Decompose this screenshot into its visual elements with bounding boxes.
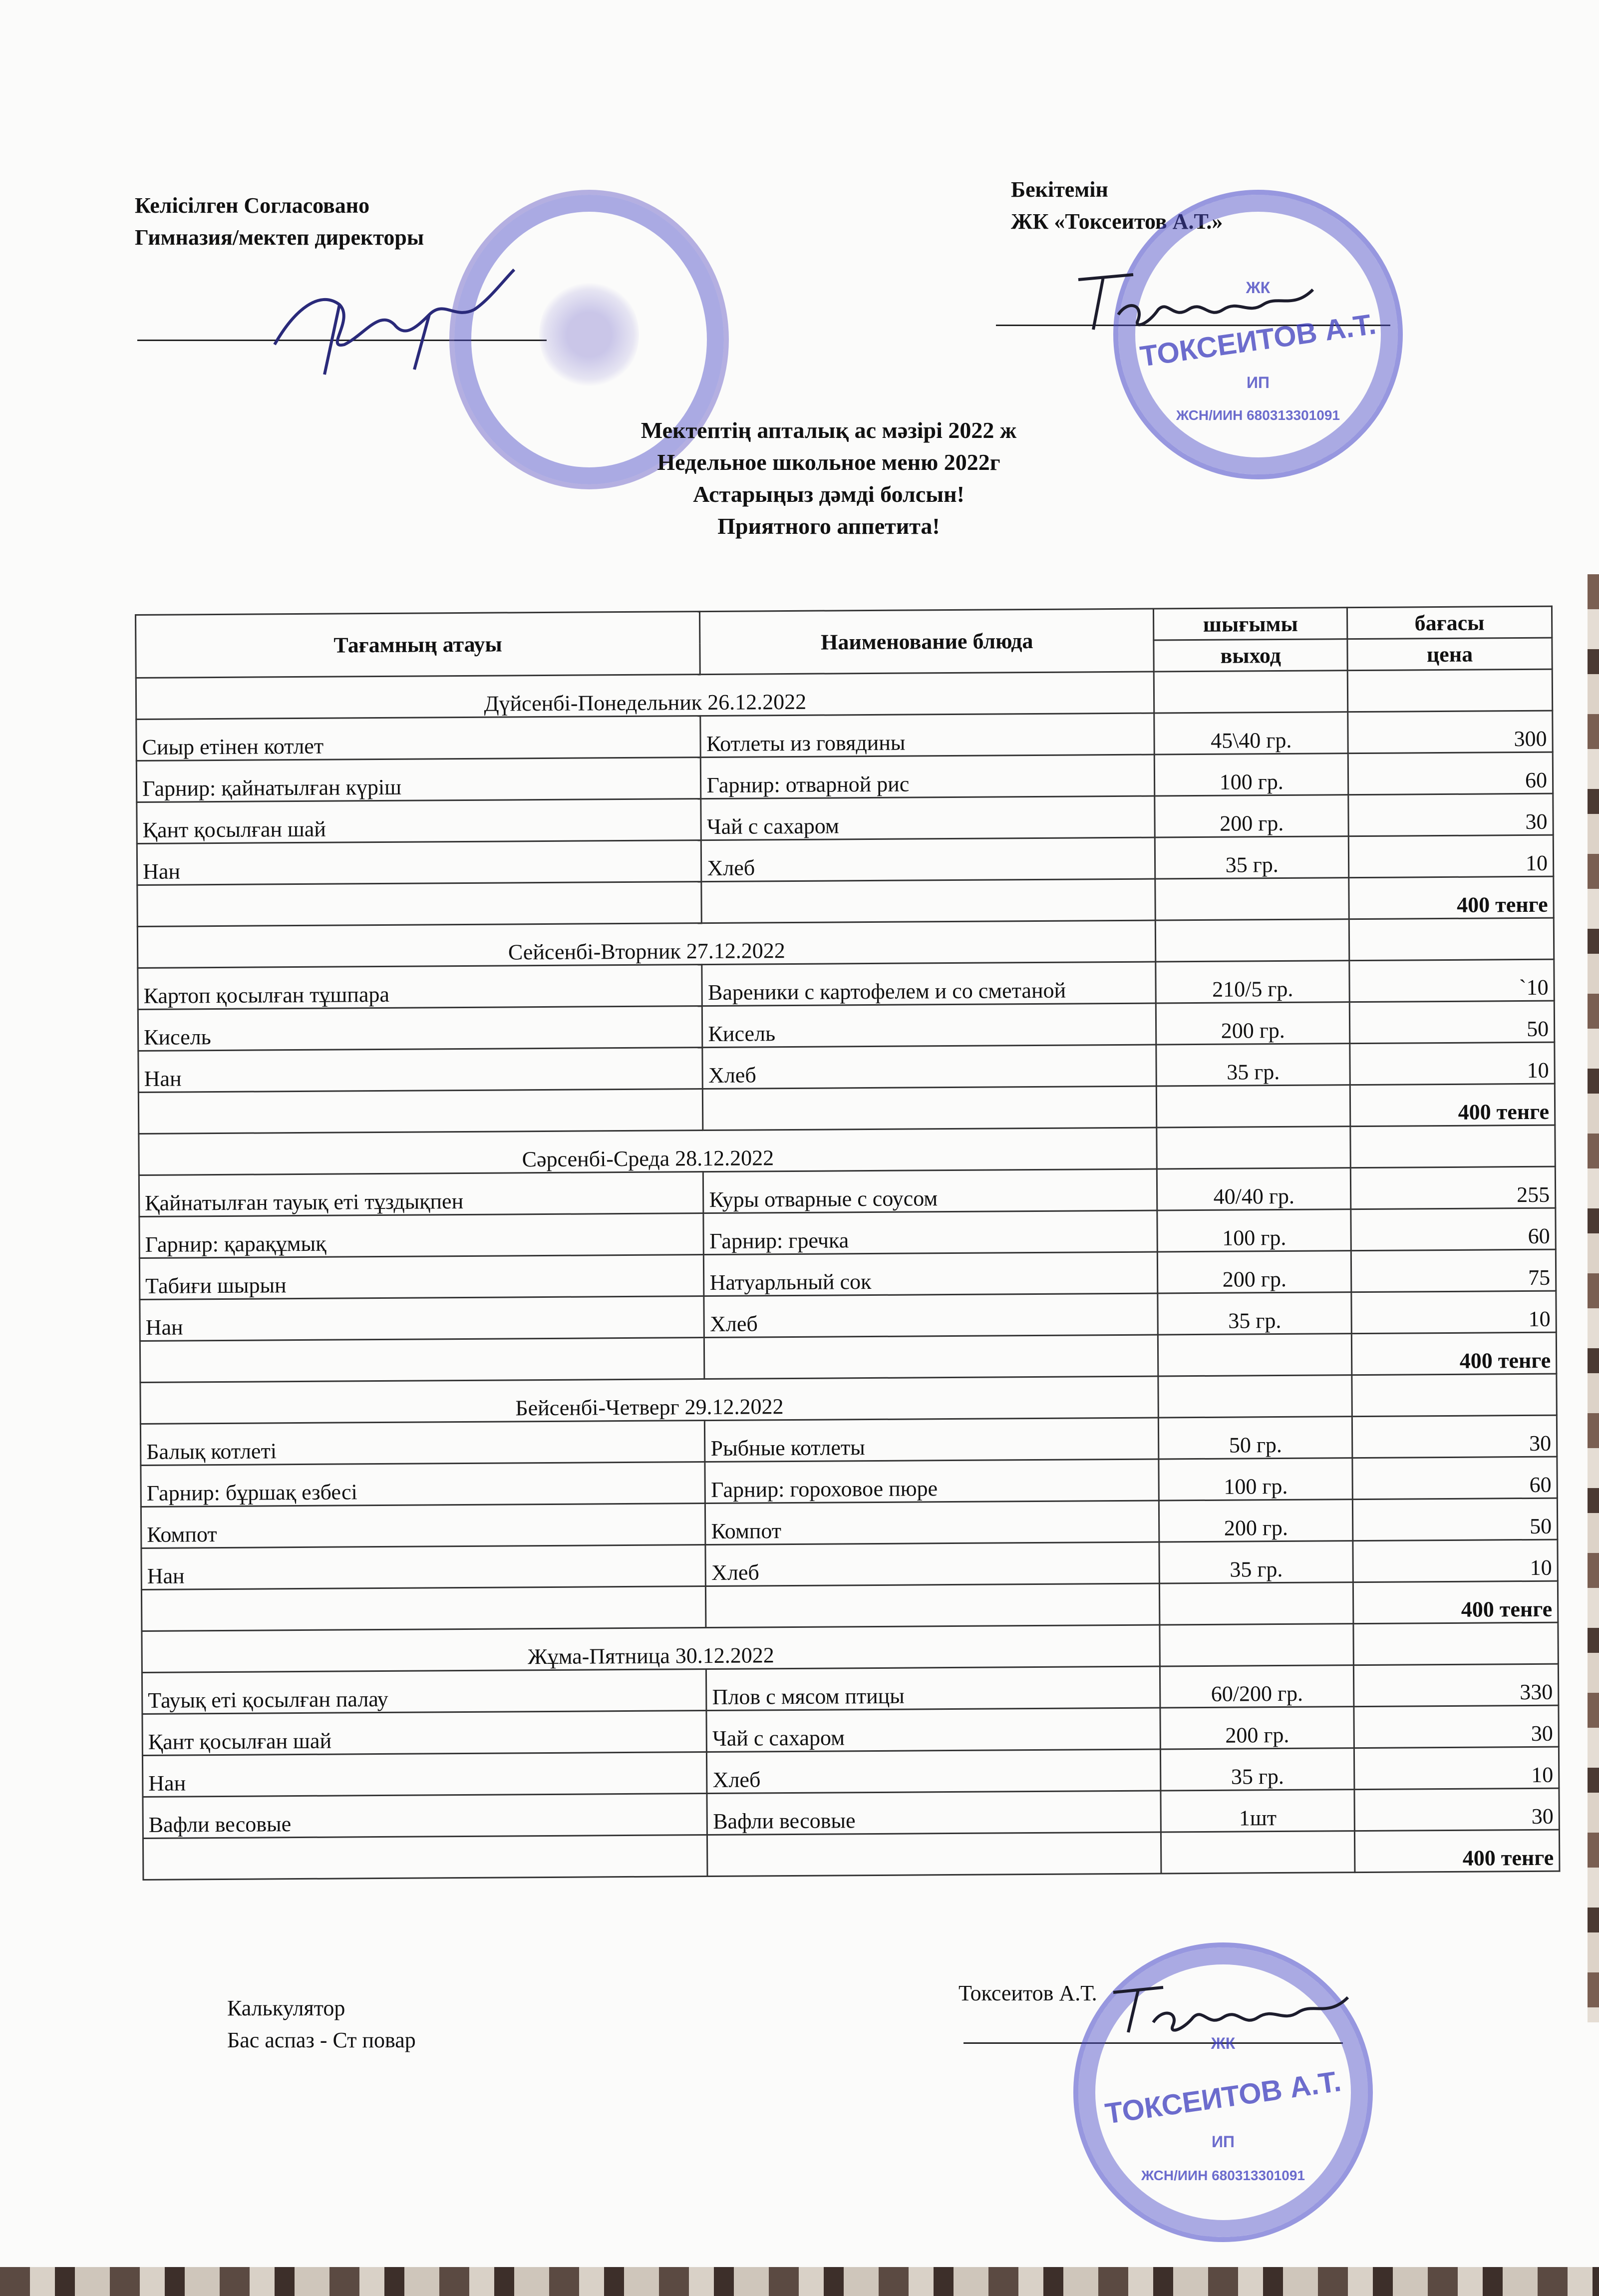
day-title: Сейсенбі-Вторник 27.12.2022 xyxy=(137,920,1156,968)
day-total: 400 тенге xyxy=(1354,1830,1560,1873)
dish-ru: Плов с мясом птицы xyxy=(706,1666,1161,1711)
empty-cell xyxy=(1347,669,1553,712)
portion: 35 гр. xyxy=(1158,1292,1351,1335)
empty-cell xyxy=(1154,671,1348,713)
dish-kz: Кисель xyxy=(138,1006,702,1051)
approval-left-block xyxy=(135,190,424,254)
dish-kz: Нан xyxy=(142,1752,707,1797)
dish-ru: Котлеты из говядины xyxy=(700,713,1155,758)
footer-right-name: Токсеитов А.Т. xyxy=(959,1981,1097,2005)
dish-kz: Қант қосылған шай xyxy=(137,799,701,844)
dish-ru: Хлеб xyxy=(705,1542,1160,1586)
empty-cell xyxy=(703,1086,1157,1131)
empty-cell xyxy=(1160,1582,1353,1625)
title-ru: Недельное школьное меню 2022г xyxy=(657,449,1000,475)
price: 50 xyxy=(1349,1001,1555,1044)
price: 30 xyxy=(1354,1705,1559,1748)
header-ru-name: Наименование блюда xyxy=(700,609,1154,675)
price: 330 xyxy=(1353,1664,1559,1707)
menu-title-block xyxy=(449,414,1208,542)
portion: 40/40 гр. xyxy=(1157,1168,1351,1210)
price: 30 xyxy=(1354,1788,1560,1831)
price: 60 xyxy=(1352,1457,1558,1500)
empty-cell xyxy=(1157,1085,1350,1128)
dish-ru: Рыбные котлеты xyxy=(705,1418,1159,1462)
title-kz: Мектептің апталық ас мәзірі 2022 ж xyxy=(640,417,1017,443)
dish-ru: Куры отварные с соусом xyxy=(703,1169,1158,1213)
owner-signature-bottom xyxy=(1108,1977,1358,2037)
portion: 60/200 гр. xyxy=(1160,1665,1354,1708)
empty-cell xyxy=(1155,878,1349,920)
dish-kz: Нан xyxy=(138,1048,703,1093)
dish-kz: Гарнир: қарақұмық xyxy=(139,1213,704,1258)
header-portion-kz: шығымы xyxy=(1154,608,1347,640)
dish-kz: Нан xyxy=(137,840,701,885)
empty-cell xyxy=(138,1089,703,1134)
empty-cell xyxy=(1156,919,1349,962)
calculator-label: Калькулятор xyxy=(227,1996,345,2020)
portion: 35 гр. xyxy=(1161,1748,1354,1791)
day-title: Жұма-Пятница 30.12.2022 xyxy=(142,1625,1160,1672)
price: 10 xyxy=(1351,1291,1557,1334)
price: `10 xyxy=(1349,959,1555,1002)
stamp-top-name: ТОКСЕИТОВ А.Т. xyxy=(1138,307,1378,373)
dish-ru: Чай с сахаром xyxy=(701,796,1155,840)
dish-ru: Гарнир: гороховое пюре xyxy=(705,1459,1159,1504)
header-price-ru: цена xyxy=(1347,638,1552,671)
dish-ru: Гарнир: гречка xyxy=(703,1210,1158,1255)
dish-kz: Нан xyxy=(141,1545,706,1590)
dish-kz: Вафли весовые xyxy=(143,1794,707,1839)
stamp-top-number: ЖСН/ИИН 680313301091 xyxy=(1176,407,1340,423)
background-edge-bottom xyxy=(0,2267,1599,2296)
day-total: 400 тенге xyxy=(1353,1581,1558,1624)
price: 60 xyxy=(1348,752,1553,795)
stamp-bottom-name: ТОКСЕИТОВ А.Т. xyxy=(1103,2064,1343,2130)
background-edge-right xyxy=(1588,574,1599,2022)
dish-ru: Натуарльный сок xyxy=(704,1252,1158,1296)
empty-cell xyxy=(1161,1831,1355,1874)
dish-kz: Картоп қосылған тұшпара xyxy=(138,965,702,1010)
empty-cell xyxy=(1160,1624,1353,1666)
portion: 35 гр. xyxy=(1155,836,1349,879)
empty-cell xyxy=(141,1586,706,1631)
dish-ru: Компот xyxy=(705,1501,1160,1545)
price: 75 xyxy=(1351,1249,1556,1292)
empty-cell xyxy=(1158,1334,1352,1376)
price: 60 xyxy=(1351,1208,1556,1251)
price: 255 xyxy=(1350,1166,1556,1209)
day-total: 400 тенге xyxy=(1351,1332,1557,1375)
dish-ru: Хлеб xyxy=(704,1293,1158,1338)
day-title: Сәрсенбі-Среда 28.12.2022 xyxy=(139,1128,1157,1175)
chef-label: Бас аспаз - Ст повар xyxy=(227,2028,416,2052)
empty-cell xyxy=(706,1583,1160,1628)
portion: 35 гр. xyxy=(1159,1541,1353,1583)
portion: 100 гр. xyxy=(1159,1458,1352,1501)
director-signature xyxy=(265,250,524,384)
dish-kz: Гарнир: бұршақ езбесі xyxy=(141,1462,705,1507)
owner-signature-top xyxy=(1073,260,1323,340)
price: 50 xyxy=(1352,1498,1558,1541)
empty-cell xyxy=(137,882,702,927)
price: 10 xyxy=(1354,1747,1559,1790)
header-price-kz: бағасы xyxy=(1347,606,1552,639)
price: 10 xyxy=(1350,1042,1555,1085)
empty-cell xyxy=(1158,1375,1352,1418)
dish-kz: Балық котлеті xyxy=(140,1421,705,1466)
price: 300 xyxy=(1348,711,1553,754)
portion: 100 гр. xyxy=(1155,754,1348,796)
portion: 35 гр. xyxy=(1156,1044,1350,1086)
dish-ru: Вареники с картофелем и со сметаной xyxy=(702,962,1156,1006)
empty-cell xyxy=(1349,918,1554,961)
price: 10 xyxy=(1348,835,1554,878)
portion: 210/5 гр. xyxy=(1156,961,1349,1003)
dish-kz: Қант қосылған шай xyxy=(142,1711,707,1756)
portion: 200 гр. xyxy=(1159,1500,1353,1542)
portion: 200 гр. xyxy=(1155,795,1348,837)
dish-ru: Хлеб xyxy=(702,1045,1157,1089)
footer-left xyxy=(227,1992,416,2056)
dish-kz: Нан xyxy=(140,1296,704,1341)
empty-cell xyxy=(704,1335,1159,1379)
empty-cell xyxy=(140,1338,704,1383)
portion: 200 гр. xyxy=(1160,1707,1354,1749)
day-title: Дүйсенбі-Понедельник 26.12.2022 xyxy=(136,672,1154,719)
empty-cell xyxy=(1350,1125,1556,1168)
header-kz-name: Тағамның атауы xyxy=(136,612,700,678)
price: 30 xyxy=(1352,1415,1557,1458)
portion: 45\40 гр. xyxy=(1154,712,1348,755)
state-emblem-icon xyxy=(539,280,639,389)
total-row xyxy=(143,1830,1559,1880)
dish-kz: Компот xyxy=(141,1504,705,1548)
stamp-bottom-ip: ИП xyxy=(1212,2133,1235,2151)
price: 10 xyxy=(1353,1539,1558,1582)
greeting-ru: Приятного аппетита! xyxy=(717,513,940,539)
stamp-bottom-number: ЖСН/ИИН 680313301091 xyxy=(1141,2167,1305,2183)
portion: 200 гр. xyxy=(1156,1002,1350,1045)
stamp-top-ip: ИП xyxy=(1247,374,1270,392)
dish-kz: Табиғи шырын xyxy=(139,1255,704,1300)
dish-kz: Тауық еті қосылған палау xyxy=(142,1669,706,1714)
empty-cell xyxy=(707,1832,1162,1877)
empty-cell xyxy=(143,1835,707,1880)
approval-right-line1: Бекітемін xyxy=(1011,177,1108,202)
dish-ru: Гарнир: отварной рис xyxy=(701,755,1155,799)
dish-ru: Хлеб xyxy=(707,1749,1161,1794)
dish-kz: Гарнир: қайнатылған күріш xyxy=(136,758,701,802)
portion: 1шт xyxy=(1161,1790,1354,1832)
day-total: 400 тенге xyxy=(1350,1084,1555,1127)
portion: 200 гр. xyxy=(1158,1251,1351,1293)
weekly-menu-table xyxy=(135,606,1560,1881)
day-total: 400 тенге xyxy=(1349,876,1554,919)
stamp-top-small: ЖК xyxy=(1246,279,1271,297)
day-title: Бейсенбі-Четверг 29.12.2022 xyxy=(140,1376,1159,1424)
approval-right-line2: ЖК «Токсеитов А.Т.» xyxy=(1011,209,1223,234)
price: 30 xyxy=(1348,793,1554,836)
approval-left-line2: Гимназия/мектеп директоры xyxy=(135,225,424,250)
dish-kz: Сиыр етінен котлет xyxy=(136,716,701,761)
empty-cell xyxy=(701,879,1156,923)
portion: 50 гр. xyxy=(1159,1417,1352,1459)
greeting-kz: Астарыңыз дәмді болсын! xyxy=(693,481,964,507)
dish-ru: Вафли весовые xyxy=(707,1791,1161,1835)
empty-cell xyxy=(1353,1622,1559,1665)
stamp-bottom-small: ЖК xyxy=(1211,2034,1236,2052)
empty-cell xyxy=(1352,1374,1557,1417)
approval-left-line1: Келісілген Согласовано xyxy=(135,193,370,218)
dish-kz: Қайнатылған тауық еті тұздықпен xyxy=(139,1172,703,1217)
empty-cell xyxy=(1157,1127,1350,1169)
portion: 100 гр. xyxy=(1157,1209,1351,1252)
dish-ru: Кисель xyxy=(702,1003,1157,1048)
dish-ru: Чай с сахаром xyxy=(706,1708,1161,1752)
header-portion-ru: выход xyxy=(1154,639,1347,672)
dish-ru: Хлеб xyxy=(701,837,1156,882)
